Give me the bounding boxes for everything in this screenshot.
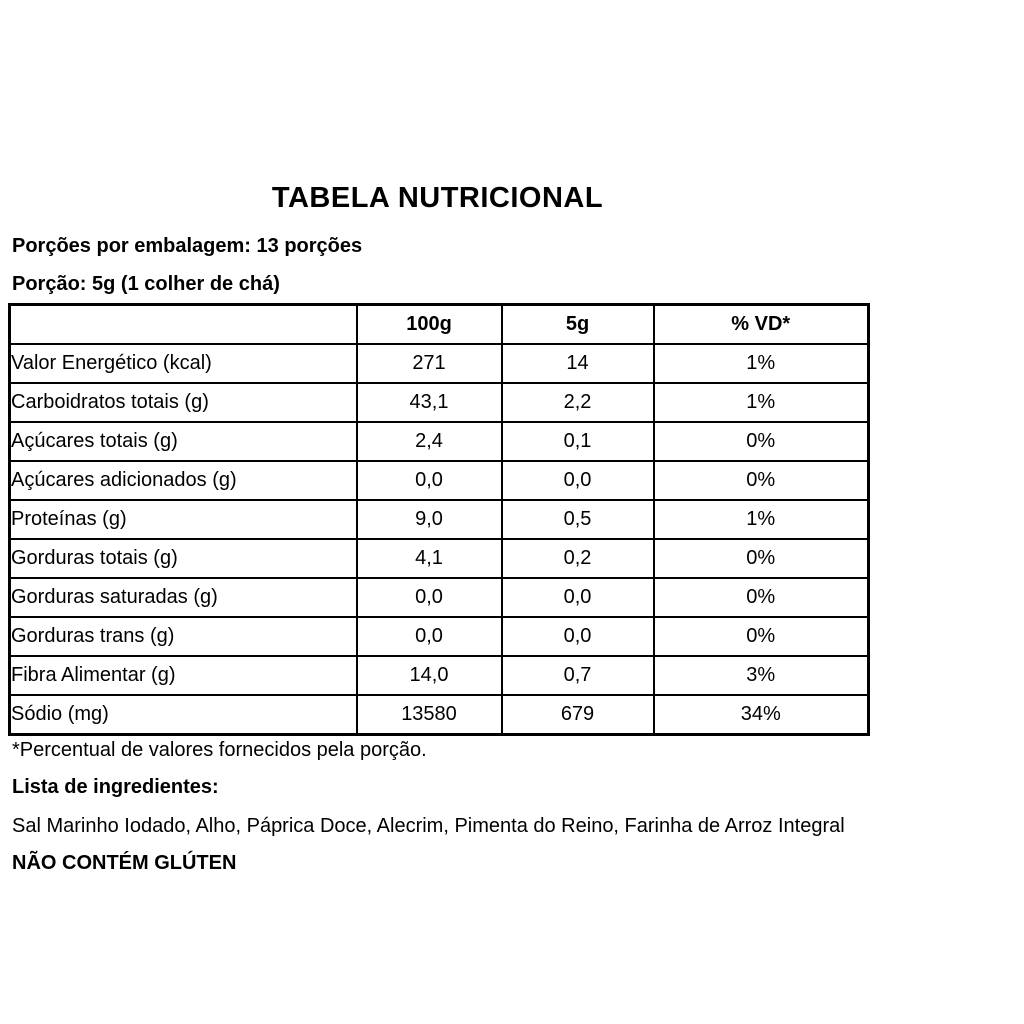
nutrition-table: [8, 303, 870, 736]
ingredients-heading: Lista de ingredientes:: [12, 776, 219, 798]
value-percent-vd: 0%: [654, 617, 869, 656]
value-5g: 2,2: [502, 383, 654, 422]
nutrient-name: Gorduras totais (g): [10, 539, 357, 578]
value-100g: 0,0: [357, 461, 502, 500]
value-percent-vd: 34%: [654, 695, 869, 735]
nutrient-name: Fibra Alimentar (g): [10, 656, 357, 695]
nutrition-table-head: [10, 305, 869, 345]
value-percent-vd: 0%: [654, 461, 869, 500]
value-5g: 0,0: [502, 617, 654, 656]
value-100g: 2,4: [357, 422, 502, 461]
value-100g: 0,0: [357, 578, 502, 617]
nutrient-name: Sódio (mg): [10, 695, 357, 735]
table-row: [10, 500, 869, 539]
value-100g: 271: [357, 344, 502, 383]
header-empty-cell: [10, 305, 357, 345]
value-100g: 43,1: [357, 383, 502, 422]
page-title: TABELA NUTRICIONAL: [271, 182, 604, 214]
ingredients-list: Sal Marinho Iodado, Alho, Páprica Doce, Alecrim, Pimenta do Reino, Farinha de Arroz Integral: [12, 815, 845, 837]
table-row: [10, 695, 869, 735]
table-row: [10, 344, 869, 383]
value-percent-vd: 3%: [654, 656, 869, 695]
value-5g: 0,0: [502, 461, 654, 500]
value-5g: 679: [502, 695, 654, 735]
value-percent-vd: 0%: [654, 422, 869, 461]
gluten-free-notice: NÃO CONTÉM GLÚTEN: [12, 852, 237, 874]
value-100g: 14,0: [357, 656, 502, 695]
table-row: [10, 656, 869, 695]
table-row: [10, 383, 869, 422]
table-row: [10, 539, 869, 578]
header-5g: 5g: [502, 305, 654, 345]
nutrient-name: Açúcares totais (g): [10, 422, 357, 461]
header-percent-vd: % VD*: [654, 305, 869, 345]
value-5g: 14: [502, 344, 654, 383]
header-row: [10, 305, 869, 345]
table-row: [10, 461, 869, 500]
nutrient-name: Carboidratos totais (g): [10, 383, 357, 422]
nutrient-name: Proteínas (g): [10, 500, 357, 539]
value-100g: 0,0: [357, 617, 502, 656]
table-row: [10, 422, 869, 461]
nutrient-name: Gorduras trans (g): [10, 617, 357, 656]
value-5g: 0,5: [502, 500, 654, 539]
nutrition-table-body: [10, 344, 869, 735]
value-percent-vd: 1%: [654, 500, 869, 539]
value-percent-vd: 0%: [654, 539, 869, 578]
value-100g: 9,0: [357, 500, 502, 539]
value-5g: 0,2: [502, 539, 654, 578]
table-row: [10, 578, 869, 617]
nutrient-name: Gorduras saturadas (g): [10, 578, 357, 617]
value-percent-vd: 1%: [654, 383, 869, 422]
value-100g: 13580: [357, 695, 502, 735]
nutrient-name: Valor Energético (kcal): [10, 344, 357, 383]
value-100g: 4,1: [357, 539, 502, 578]
value-percent-vd: 1%: [654, 344, 869, 383]
value-5g: 0,1: [502, 422, 654, 461]
portion-size-line: Porção: 5g (1 colher de chá): [12, 273, 280, 295]
servings-per-package-line: Porções por embalagem: 13 porções: [12, 235, 363, 257]
value-5g: 0,0: [502, 578, 654, 617]
table-row: [10, 617, 869, 656]
value-percent-vd: 0%: [654, 578, 869, 617]
header-100g: 100g: [357, 305, 502, 345]
nutrient-name: Açúcares adicionados (g): [10, 461, 357, 500]
daily-value-footnote: *Percentual de valores fornecidos pela porção.: [12, 739, 427, 761]
value-5g: 0,7: [502, 656, 654, 695]
